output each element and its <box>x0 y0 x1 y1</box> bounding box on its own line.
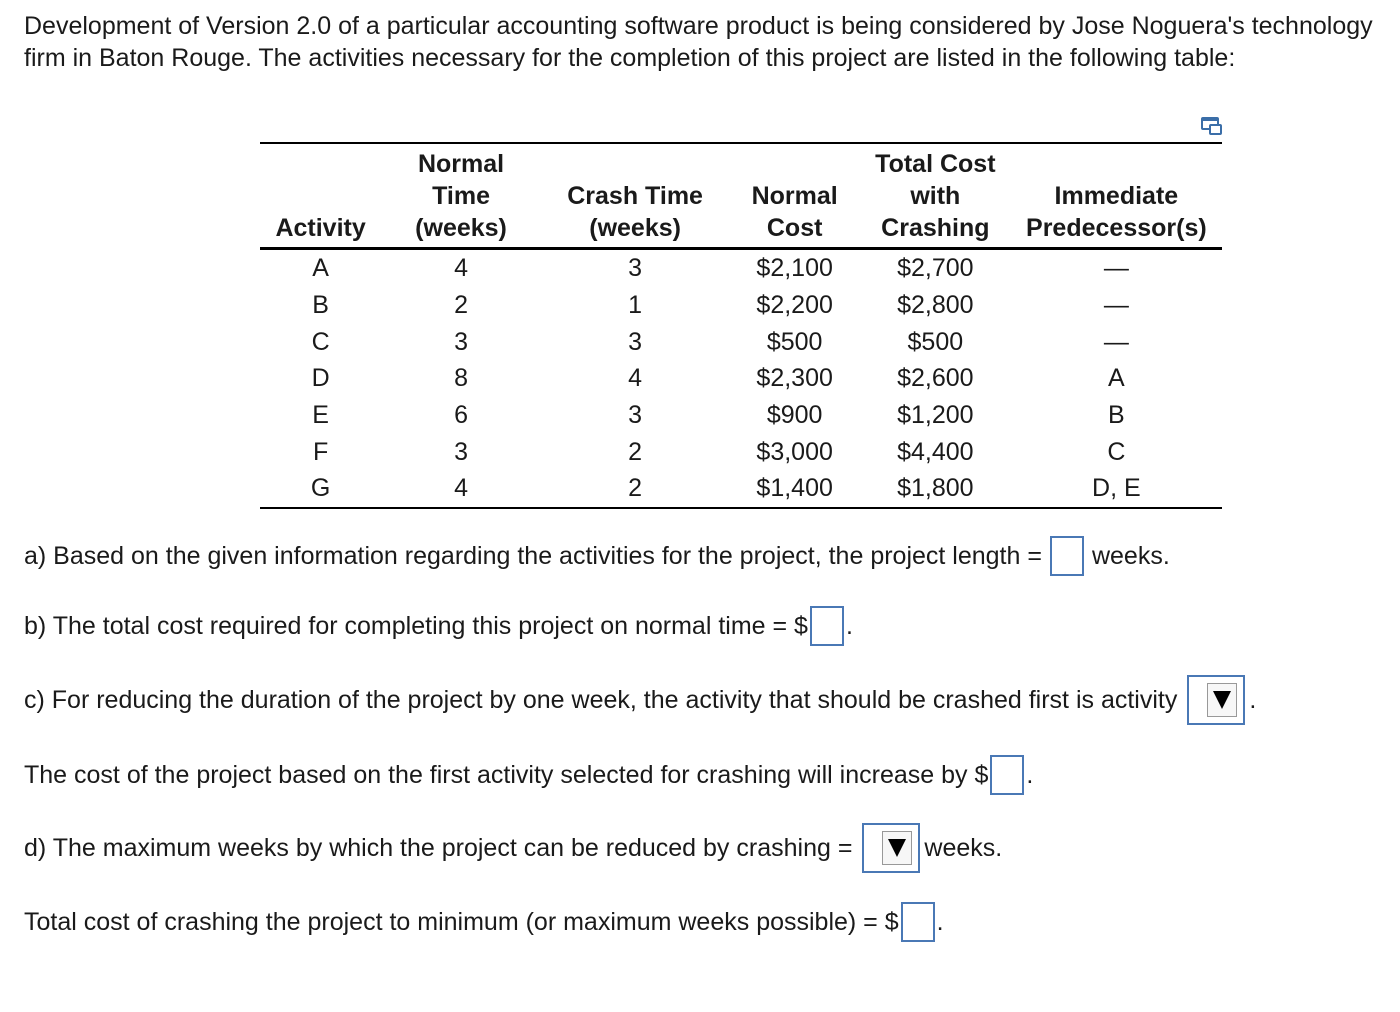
cell-predecessor: — <box>1103 254 1129 283</box>
total-crash-cost-input[interactable] <box>901 902 935 942</box>
problem-intro: Development of Version 2.0 of a particular accounting software product is being considered by Jose Noguera's technology firm in Baton Rouge. The activities necessary for the completion of this project are listed in the following table: <box>24 12 1373 72</box>
question-c-suffix: . <box>1249 686 1257 714</box>
cell-predecessor: C <box>1107 437 1126 466</box>
question-c2-text: The cost of the project based on the first activity selected for crashing will increase by $ <box>24 761 989 789</box>
normal-cost-input[interactable] <box>810 606 844 646</box>
question-d-suffix: weeks. <box>924 834 1003 862</box>
question-d2 <box>24 902 944 942</box>
question-d2-text: Total cost of crashing the project to minimum (or maximum weeks possible) = $ <box>24 908 899 936</box>
cell-normal-time: 6 <box>454 401 468 430</box>
copy-table-icon[interactable] <box>1200 116 1224 136</box>
cell-activity: F <box>312 437 329 466</box>
activity-table <box>260 142 1222 509</box>
cell-normal-time: 3 <box>454 437 468 466</box>
cell-crash-time: 3 <box>628 254 643 283</box>
table-row <box>260 470 1222 508</box>
cost-increase-input[interactable] <box>990 755 1024 795</box>
table-row <box>260 249 1222 287</box>
question-b-text: b) The total cost required for completing this project on normal time = $ <box>24 612 808 640</box>
header-normal-time: Normal Time (weeks) <box>381 143 541 249</box>
header-crash-cost: Total Cost with Crashing <box>860 143 1011 249</box>
question-a <box>24 536 1170 576</box>
cell-crash-cost: $500 <box>907 327 964 356</box>
cell-crash-time: 3 <box>628 401 643 430</box>
cell-normal-time: 8 <box>454 364 468 393</box>
question-d-text: d) The maximum weeks by which the project can be reduced by crashing = <box>24 834 853 862</box>
cell-predecessor: B <box>1108 401 1125 430</box>
header-crash-time: Crash Time (weeks) <box>541 143 729 249</box>
dropdown-button[interactable] <box>1207 683 1237 717</box>
cell-crash-cost: $4,400 <box>897 437 974 466</box>
cell-normal-cost: $500 <box>766 327 823 356</box>
max-weeks-select[interactable] <box>862 823 920 873</box>
triangle-down-icon <box>1213 691 1231 709</box>
question-d <box>24 823 1002 873</box>
cell-crash-cost: $2,600 <box>897 364 974 393</box>
question-c2 <box>24 755 1033 795</box>
cell-predecessor: — <box>1103 291 1129 320</box>
cell-activity: C <box>311 327 330 356</box>
question-d2-suffix: . <box>936 908 944 936</box>
cell-crash-time: 2 <box>628 437 643 466</box>
cell-normal-cost: $3,000 <box>756 437 833 466</box>
header-normal-cost: Normal Cost <box>729 143 860 249</box>
cell-normal-cost: $2,300 <box>756 364 833 393</box>
table-row <box>260 287 1222 324</box>
cell-crash-cost: $2,700 <box>897 254 974 283</box>
cell-predecessor: D, E <box>1092 474 1141 503</box>
question-b <box>24 606 853 646</box>
cell-normal-cost: $2,200 <box>756 291 833 320</box>
cell-normal-time: 2 <box>454 291 468 320</box>
question-c2-suffix: . <box>1026 761 1034 789</box>
cell-activity: B <box>312 291 329 320</box>
cell-predecessor: — <box>1103 327 1129 356</box>
question-b-suffix: . <box>845 612 853 640</box>
cell-crash-time: 1 <box>628 291 643 320</box>
question-c <box>24 675 1256 725</box>
cell-crash-time: 4 <box>628 364 643 393</box>
cell-activity: G <box>310 474 331 503</box>
cell-activity: D <box>311 364 330 393</box>
cell-normal-cost: $2,100 <box>756 254 833 283</box>
table-row <box>260 360 1222 397</box>
first-crash-activity-select[interactable] <box>1187 675 1245 725</box>
header-activity: Activity <box>260 143 381 249</box>
cell-crash-cost: $2,800 <box>897 291 974 320</box>
question-a-text: a) Based on the given information regarding the activities for the project, the project length = <box>24 542 1042 570</box>
cell-normal-time: 4 <box>454 474 468 503</box>
cell-normal-time: 3 <box>454 327 468 356</box>
table-row <box>260 397 1222 434</box>
triangle-down-icon <box>888 839 906 857</box>
cell-crash-time: 2 <box>628 474 643 503</box>
cell-crash-cost: $1,200 <box>897 401 974 430</box>
cell-normal-cost: $900 <box>766 401 823 430</box>
cell-crash-cost: $1,800 <box>897 474 974 503</box>
header-predecessors: Immediate Predecessor(s) <box>1011 143 1222 249</box>
cell-activity: E <box>312 401 329 430</box>
cell-crash-time: 3 <box>628 327 643 356</box>
table-row <box>260 433 1222 470</box>
cell-activity: A <box>312 254 329 283</box>
question-a-suffix: weeks. <box>1091 542 1170 570</box>
dropdown-button[interactable] <box>882 831 912 865</box>
project-length-input[interactable] <box>1050 536 1084 576</box>
cell-normal-time: 4 <box>454 254 468 283</box>
cell-normal-cost: $1,400 <box>756 474 833 503</box>
table-row <box>260 323 1222 360</box>
cell-predecessor: A <box>1108 364 1125 393</box>
question-c-text: c) For reducing the duration of the project by one week, the activity that should be crashed first is activity <box>24 686 1178 714</box>
